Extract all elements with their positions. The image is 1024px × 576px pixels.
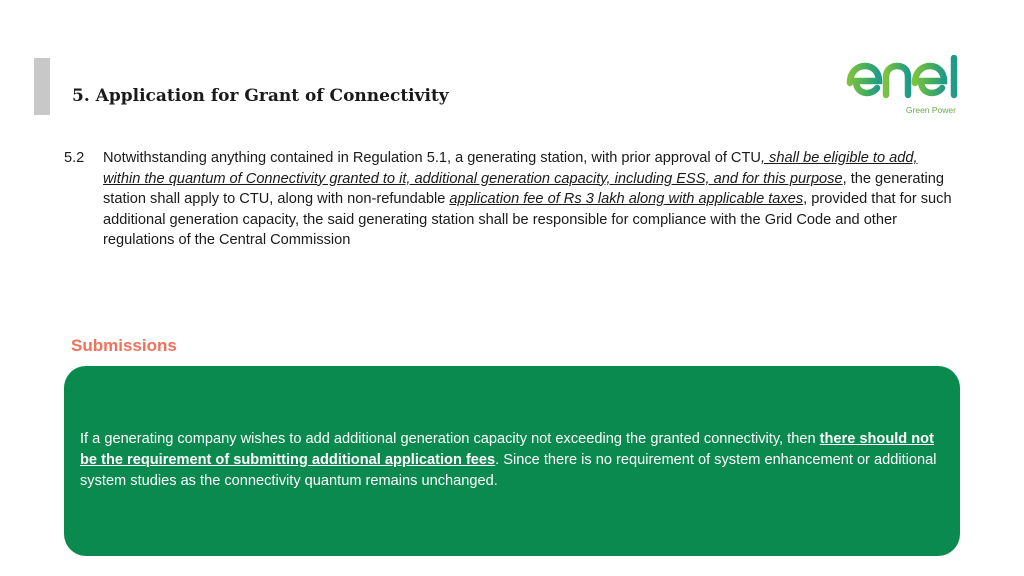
enel-logo: [846, 55, 960, 119]
page-title: 5. Application for Grant of Connectivity: [72, 86, 449, 106]
submissions-heading: Submissions: [71, 336, 177, 355]
clause-emphasis-fee: application fee of Rs 3 lakh along with applicable taxes: [449, 191, 804, 208]
submissions-box: [64, 366, 960, 556]
clause-text-part1: Notwithstanding anything contained in Regulation 5.1, a generating station, with prior approval of CTU: [103, 150, 761, 166]
clause-text: [103, 148, 954, 251]
clause-text-part3: , the generating station shall apply to CTU, along with non-refundable: [103, 170, 945, 208]
clause-text-part5: , provided that for such additional generation capacity, the said generating station shall be responsible for compliance with the Grid Code and other regulations of the Central Commission: [103, 191, 952, 249]
submissions-emphasis: there should not be the requirement of submitting additional application fees: [80, 431, 934, 468]
clause-emphasis-eligibility: , shall be eligible to add, within the quantum of Connectivity granted to it, additional generation capacity, including ESS, and for this purpose: [103, 150, 918, 187]
submissions-text-part1: If a generating company wishes to add additional generation capacity not exceeding the granted connectivity, then: [80, 431, 820, 447]
clause-number: 5.2: [64, 150, 85, 166]
enel-wordmark-icon: [846, 55, 960, 105]
regulation-clause: [64, 148, 954, 251]
submissions-text-part3: . Since there is no requirement of system enhancement or additional system studies as the connectivity quantum remains unchanged.: [80, 452, 937, 489]
logo-tagline: Green Power: [905, 105, 956, 115]
title-accent-bar: [34, 58, 50, 115]
